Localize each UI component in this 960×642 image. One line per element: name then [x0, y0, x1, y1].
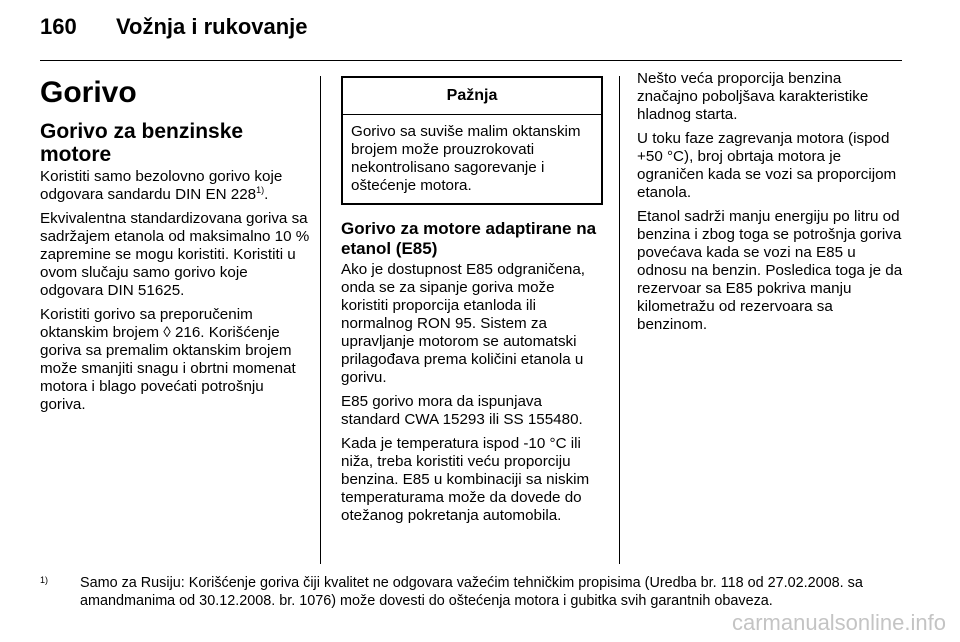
- column-divider-2: [619, 76, 620, 564]
- notice-title: Pažnja: [343, 78, 601, 115]
- column-2: [341, 70, 603, 531]
- subsection-title: Gorivo za benzinske motore: [40, 120, 244, 166]
- paragraph-text: 216. Korišćenje goriva sa premalim oktanskim brojem može smanjiti snagu i obrtni momenat motora i blago povećati potrošnju goriva.: [40, 324, 296, 413]
- paragraph-text: Koristiti gorivo sa preporučenim oktanskim brojem: [40, 306, 253, 341]
- page-number: 160: [40, 14, 77, 39]
- paragraph: Ako je dostupnost E85 odgraničena, onda se za sipanje goriva može koristiti proporcija etanloda ili normalnog RON 95. Sistem za upravljanje motorom se automatski prilagođava prema količini etanola u gorivu.: [341, 261, 586, 386]
- paragraph: Kada je temperatura ispod -10 °C ili niža, treba koristiti veću proporciju benzina. E85 u kombinaciji sa niskim temperaturama može da dovede do otežanog pokretanja automobila.: [341, 435, 590, 524]
- footnote: [40, 574, 910, 610]
- column-3: [637, 70, 905, 340]
- footnote-mark: 1): [40, 575, 49, 585]
- subsection-title: Gorivo za motore adaptirane na etanol (E85): [341, 219, 597, 258]
- paragraph: Ekvivalentna standardizovana goriva sa sadržajem etanola od maksimalno 10 % zapremine se mogu koristiti. Koristiti u ovom slučaju samo gorivo koje odgovara DIN 51625.: [40, 210, 310, 299]
- notice-box: [341, 76, 603, 205]
- section-title: Gorivo: [40, 76, 137, 109]
- column-divider-1: [320, 76, 321, 564]
- notice-body: Gorivo sa suviše malim oktanskim brojem može prouzrokovati nekontrolisano sagorevanje i oštećenje motora.: [351, 123, 581, 194]
- paragraph-text: Koristiti samo bezolovno gorivo koje odgovara sandardu DIN EN 228: [40, 168, 283, 203]
- footnote-ref[interactable]: 1): [256, 185, 265, 195]
- paragraph: Etanol sadrži manju energiju po litru od benzina i zbog toga se potrošnja goriva povećava kada se vozi na E85 u odnosu na benzin. Posledica toga je da rezervoar sa E85 pokriva manju kilometražu od rezervoara sa benzinom.: [637, 208, 903, 333]
- header-rule: [40, 60, 902, 61]
- watermark: carmanualsonline.info: [731, 610, 946, 635]
- paragraph: Nešto veća proporcija benzina značajno poboljšava karakteristike hladnog starta.: [637, 70, 869, 123]
- column-1: [40, 70, 312, 420]
- paragraph: [40, 168, 312, 204]
- chapter-title: Vožnja i rukovanje: [116, 14, 308, 39]
- footnote-text: Samo za Rusiju: Korišćenje goriva čiji kvalitet ne odgovara važećim tehničkim propisima (Uredba br. 118 od 27.02.2008. sa amandmanima od 30.12.2008. br. 1076) može dovesti do oštećenja motora i gubitka svih garantnih obaveza.: [80, 575, 863, 609]
- arrow-ref-icon[interactable]: ◊: [163, 324, 171, 341]
- paragraph: [40, 306, 312, 414]
- page-header: [40, 14, 308, 40]
- paragraph: E85 gorivo mora da ispunjava standard CWA 15293 ili SS 155480.: [341, 393, 583, 428]
- paragraph: U toku faze zagrevanja motora (ispod +50 °C), broj obrtaja motora je ograničen kada se vozi sa proporcijom etanola.: [637, 130, 897, 201]
- paragraph-end: .: [264, 186, 269, 203]
